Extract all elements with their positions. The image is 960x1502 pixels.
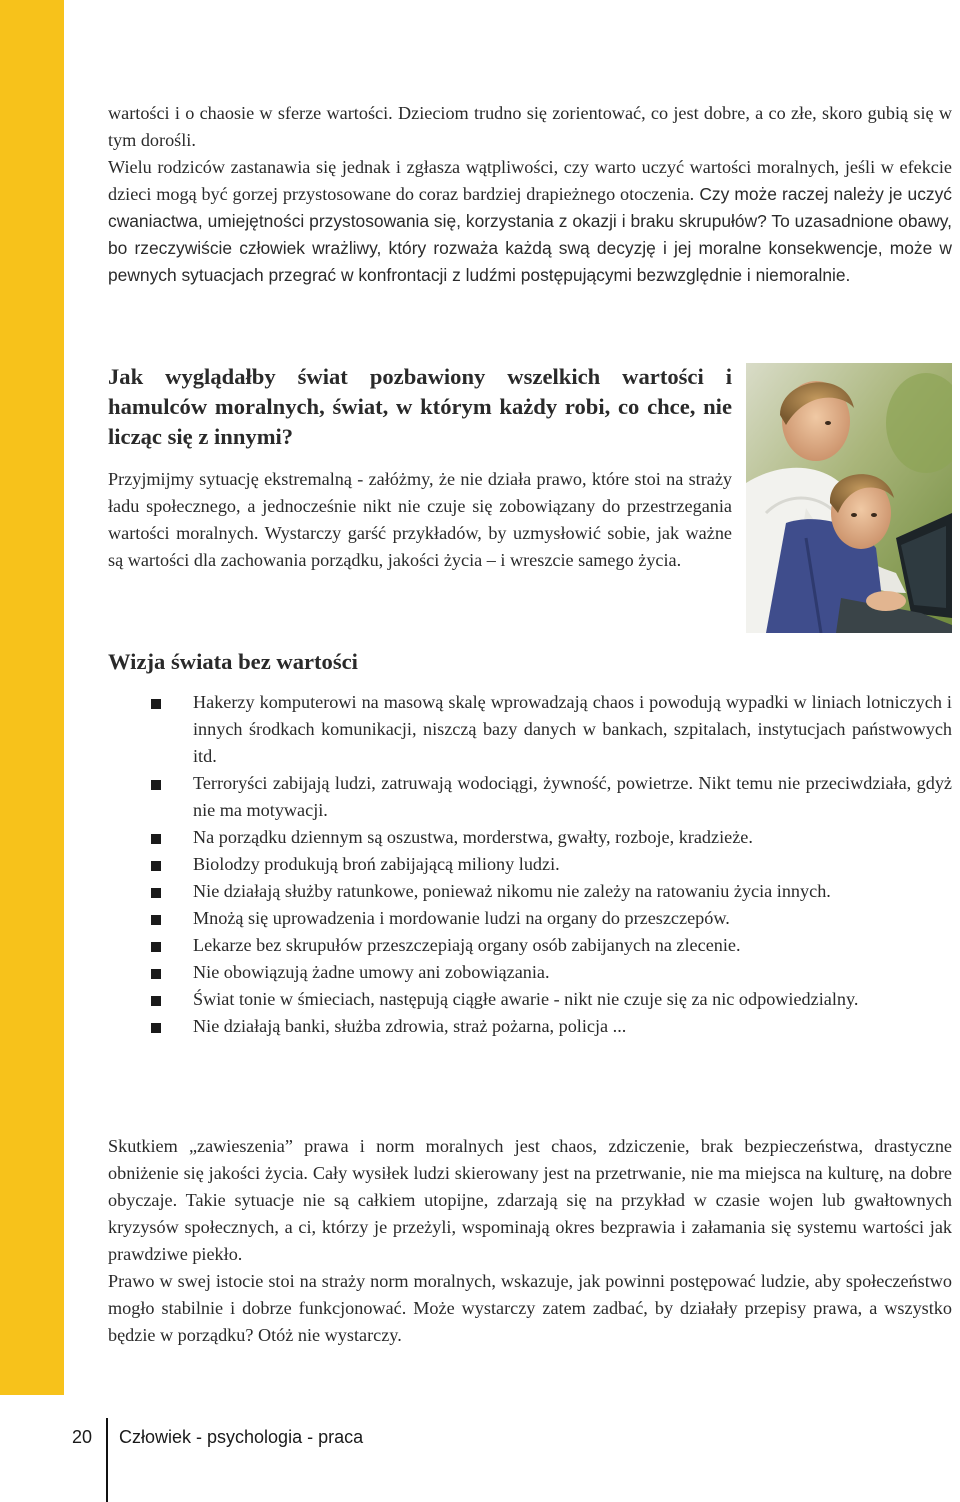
square-bullet-icon: [151, 1023, 161, 1033]
list-item-text: Na porządku dziennym są oszustwa, morderstwa, gwałty, rozboje, kradzieże.: [193, 827, 753, 847]
intro-paragraph-1: wartości i o chaosie w sferze wartości. Dzieciom trudno się zorientować, co jest dobre, a co złe, skoro gubią się w tym dorośli.: [108, 103, 952, 150]
square-bullet-icon: [151, 834, 161, 844]
list-item: [108, 851, 952, 878]
section-heading-world-without-values: Jak wyglądałby świat pozbawiony wszelkich wartości i hamulców moralnych, świat, w którym każdy robi, co chce, nie licząc się z innymi?: [108, 364, 732, 449]
bullet-list: [108, 689, 952, 1040]
intro-paragraph-2-serif: Wielu rodziców zastanawia się jednak i zgłasza wątpliwości, czy warto uczyć wartości moralnych, jeśli w efekcie dzieci mogą być gorzej przystosowane do coraz bardziej drapieżnego otoczenia.: [108, 157, 952, 204]
list-item-text: Mnożą się uprowadzenia i mordowanie ludzi na organy do przeszczepów.: [193, 908, 730, 928]
closing-paragraph-1: Skutkiem „zawieszenia” prawa i norm moralnych jest chaos, zdziczenie, brak bezpieczeństwa, drastyczne obniżenie się jakości życia. Cały wysiłek ludzi skierowany jest na przetrwanie, nie ma miejsca na kulturę, na dobre obyczaje. Takie sytuacje nie są całkiem utopijne, zdarzają się na przykład w czasie wojen lub gwałtownych kryzysów społecznych, a ci, którzy je przeżyli, wspominają okres bezprawia i załamania się systemu wartości jak prawdziwe piekło.: [108, 1136, 952, 1264]
section-heading-vision: Wizja świata bez wartości: [108, 649, 358, 674]
square-bullet-icon: [151, 996, 161, 1006]
closing-paragraph-2: Prawo w swej istocie stoi na straży norm moralnych, wskazuje, jak powinni postępować ludzie, aby społeczeństwo mogło stabilnie i dobrze funkcjonować. Może wystarczy zatem zadbać, by działały przepisy prawa, a wszystko będzie w porządku? Otóż nie wystarczy.: [108, 1271, 952, 1345]
list-item-text: Terroryści zabijają ludzi, zatruwają wodociągi, żywność, powietrze. Nikt temu nie przeciwdziała, gdyż nie ma motywacji.: [193, 773, 952, 820]
list-item: [108, 959, 952, 986]
section1-body: [108, 466, 732, 574]
accent-side-bar: [0, 0, 64, 1395]
list-item-text: Biolodzy produkują broń zabijającą miliony ludzi.: [193, 854, 560, 874]
square-bullet-icon: [151, 888, 161, 898]
footer-publication-title: Człowiek - psychologia - praca: [119, 1427, 364, 1447]
list-item-text: Nie działają banki, służba zdrowia, straż pożarna, policja ...: [193, 1016, 627, 1036]
square-bullet-icon: [151, 942, 161, 952]
square-bullet-icon: [151, 699, 161, 709]
section1-paragraph: Przyjmijmy sytuację ekstremalną - załóżmy, że nie działa prawo, które stoi na straży ładu społecznego, a jednocześnie nikt nie czuje się zobowiązany do przestrzegania wartości moralnych. Wystarczy garść przykładów, by uzmysłowić sobie, jak ważne są wartości dla zachowania porządku, jakości życia – i wreszcie samego życia.: [108, 469, 732, 570]
page-number: 20: [72, 1427, 93, 1447]
list-item: [108, 689, 952, 770]
list-item-text: Nie działają służby ratunkowe, ponieważ nikomu nie zależy na ratowaniu życia innych.: [193, 881, 831, 901]
intro-paragraph-2: [108, 154, 952, 289]
intro-paragraph-2-sans: Czy może raczej należy je uczyć cwaniactwa, umiejętności przystosowania się, korzystania z okazji i braku skrupułów? To uzasadnione obawy, bo rzeczywiście człowiek wrażliwy, który rozważa każdą swą decyzję i jej moralne konsekwencje, może w pewnych sytuacjach przegrać w konfrontacji z ludźmi postępującymi bezwzględnie i niemoralnie.: [108, 184, 952, 285]
list-item: [108, 878, 952, 905]
square-bullet-icon: [151, 969, 161, 979]
list-item: [108, 824, 952, 851]
list-item: [108, 1013, 952, 1040]
square-bullet-icon: [151, 915, 161, 925]
list-item: [108, 905, 952, 932]
footer-divider: [106, 1418, 108, 1502]
list-item: [108, 770, 952, 824]
list-item-text: Świat tonie w śmieciach, następują ciągłe awarie - nikt nie czuje się za nic odpowiedzialny.: [193, 989, 859, 1009]
square-bullet-icon: [151, 780, 161, 790]
list-item-text: Lekarze bez skrupułów przeszczepiają organy osób zabijanych na zlecenie.: [193, 935, 741, 955]
list-item-text: Hakerzy komputerowi na masową skalę wprowadzają chaos i powodują wypadki w liniach lotniczych i innych środkach komunikacji, niszczą bazy danych w bankach, szpitalach, instytucjach państwowych itd.: [193, 692, 952, 766]
closing-text: [108, 1133, 952, 1349]
square-bullet-icon: [151, 861, 161, 871]
list-item: [108, 986, 952, 1013]
list-item-text: Nie obowiązują żadne umowy ani zobowiązania.: [193, 962, 550, 982]
intro-text: [108, 100, 952, 289]
list-item: [108, 932, 952, 959]
photo-boys-at-laptop: [746, 363, 952, 633]
